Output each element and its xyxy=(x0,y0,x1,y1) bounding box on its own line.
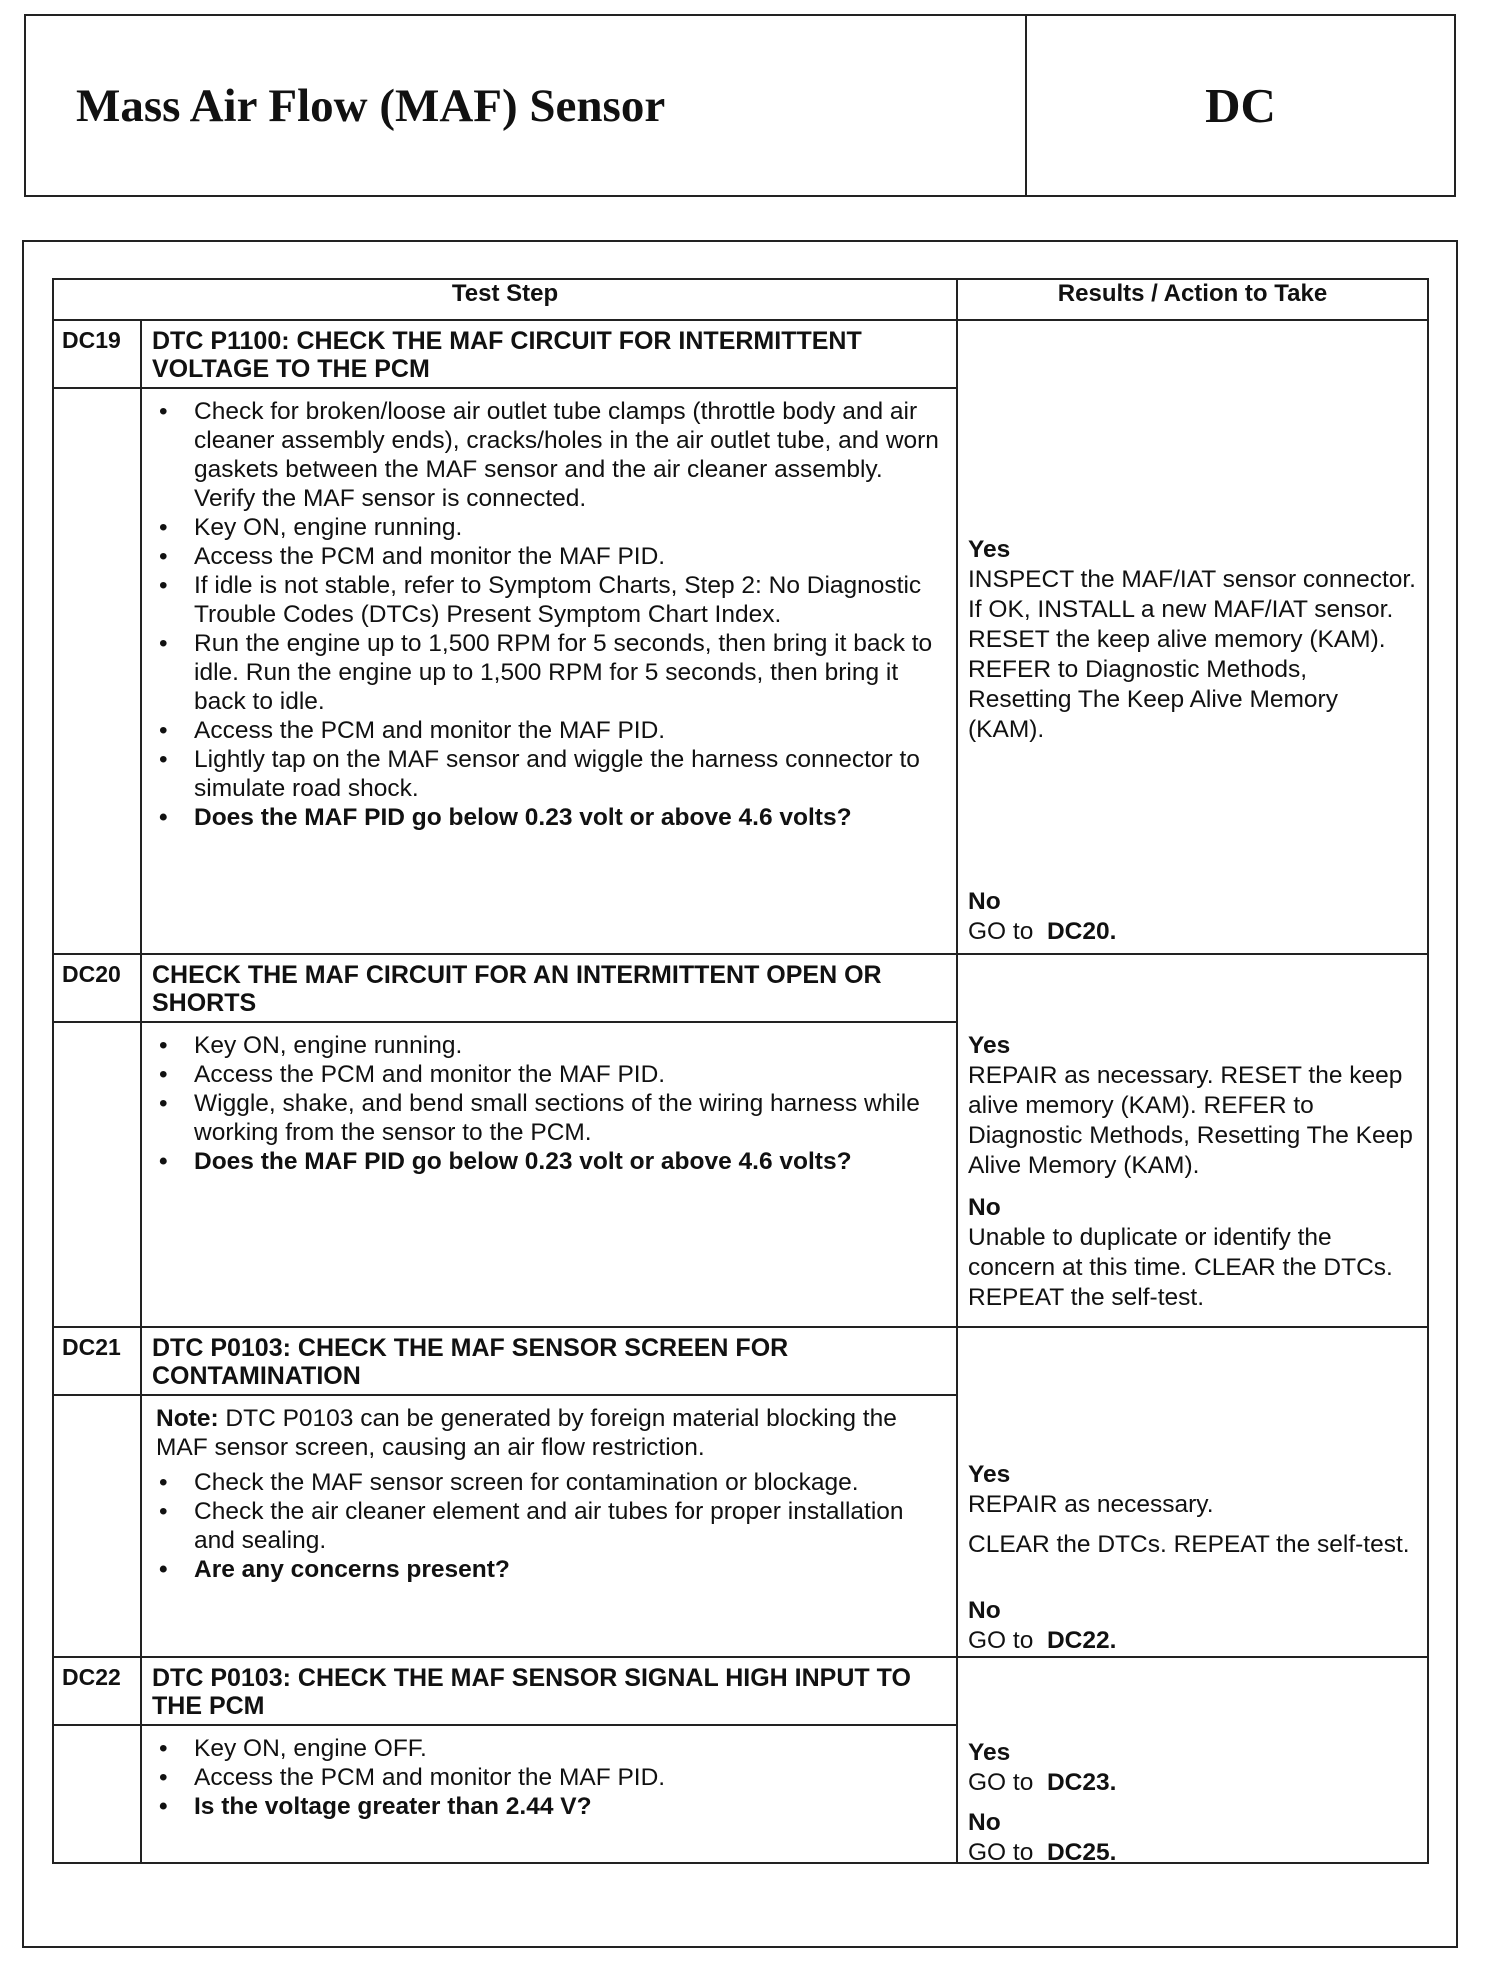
step-body xyxy=(141,1725,957,1863)
step-question: • Does the MAF PID go below 0.23 volt or above 4.6 volts? xyxy=(142,803,946,832)
bullet-item: • Run the engine up to 1,500 RPM for 5 seconds, then bring it back to idle. Run the engine up to 1,500 RPM for 5 seconds, then bring it back to idle. xyxy=(142,629,946,716)
step-id: DC21 xyxy=(53,1327,141,1395)
step-title: DTC P1100: CHECK THE MAF CIRCUIT FOR INTERMITTENT VOLTAGE TO THE PCM xyxy=(141,320,957,388)
go-to-step-link[interactable]: DC23. xyxy=(1046,1769,1117,1796)
page-header xyxy=(24,14,1456,197)
yes-action: INSPECT the MAF/IAT sensor connector. If OK, INSTALL a new MAF/IAT sensor. RESET the keep alive memory (KAM). REFER to Diagnostic Methods, Resetting The Keep Alive Memory (KAM). xyxy=(968,566,1416,743)
page-title: Mass Air Flow (MAF) Sensor xyxy=(26,16,1027,195)
column-header-results: Results / Action to Take xyxy=(957,279,1428,320)
no-label: No xyxy=(968,1809,1001,1836)
step-id: DC20 xyxy=(53,954,141,1022)
go-to-text: GO to xyxy=(968,1769,1034,1796)
step-result xyxy=(957,1327,1428,1657)
step-id: DC19 xyxy=(53,320,141,388)
no-label: No xyxy=(968,888,1001,915)
step-title-row xyxy=(53,1657,1428,1725)
yes-action-extra: CLEAR the DTCs. REPEAT the self-test. xyxy=(968,1531,1410,1558)
yes-action: REPAIR as necessary. RESET the keep alive memory (KAM). REFER to Diagnostic Methods, Resetting The Keep Alive Memory (KAM). xyxy=(968,1062,1413,1179)
step-result xyxy=(957,320,1428,954)
step-title-row xyxy=(53,1327,1428,1395)
bullet-item: • Check the air cleaner element and air tubes for proper installation and sealing. xyxy=(142,1497,946,1555)
step-body xyxy=(141,1395,957,1657)
step-title-row xyxy=(53,954,1428,1022)
bullet-item: • Key ON, engine running. xyxy=(142,1031,946,1060)
step-note xyxy=(142,1404,946,1462)
go-to-text: GO to xyxy=(968,1839,1034,1866)
step-question: • Are any concerns present? xyxy=(142,1555,946,1584)
step-body xyxy=(141,1022,957,1327)
bullet-item: • Access the PCM and monitor the MAF PID. xyxy=(142,542,946,571)
yes-label: Yes xyxy=(968,1032,1011,1059)
go-to-text: GO to xyxy=(968,1627,1034,1654)
go-to-step-link[interactable]: DC25. xyxy=(1046,1839,1117,1866)
bullet-item: • Access the PCM and monitor the MAF PID. xyxy=(142,1763,946,1792)
yes-label: Yes xyxy=(968,536,1011,563)
diagnostic-table xyxy=(52,278,1429,1864)
step-id: DC22 xyxy=(53,1657,141,1725)
step-title: CHECK THE MAF CIRCUIT FOR AN INTERMITTENT OPEN OR SHORTS xyxy=(141,954,957,1022)
column-header-test-step: Test Step xyxy=(53,279,957,320)
step-title: DTC P0103: CHECK THE MAF SENSOR SCREEN FOR CONTAMINATION xyxy=(141,1327,957,1395)
bullet-item: • Check for broken/loose air outlet tube clamps (throttle body and air cleaner assembly ends), cracks/holes in the air outlet tube, and worn gaskets between the MAF sensor and the air cleaner assembly. Verify the MAF sensor is connected. xyxy=(142,397,946,513)
bullet-item: • Access the PCM and monitor the MAF PID. xyxy=(142,716,946,745)
go-to-step-link[interactable]: DC22. xyxy=(1046,1627,1117,1654)
bullet-item: • Access the PCM and monitor the MAF PID. xyxy=(142,1060,946,1089)
step-result xyxy=(957,954,1428,1327)
section-code: DC xyxy=(1205,78,1276,133)
step-body xyxy=(141,388,957,954)
yes-action: REPAIR as necessary. xyxy=(968,1491,1214,1518)
yes-label: Yes xyxy=(968,1461,1011,1488)
go-to-text: GO to xyxy=(968,918,1034,945)
bullet-item: • Key ON, engine OFF. xyxy=(142,1734,946,1763)
note-text: DTC P0103 can be generated by foreign material blocking the MAF sensor screen, causing an air flow restriction. xyxy=(156,1405,897,1461)
bullet-item: • Lightly tap on the MAF sensor and wiggle the harness connector to simulate road shock. xyxy=(142,745,946,803)
step-question: • Does the MAF PID go below 0.23 volt or above 4.6 volts? xyxy=(142,1147,946,1176)
bullet-item: • Check the MAF sensor screen for contamination or blockage. xyxy=(142,1468,946,1497)
no-action: Unable to duplicate or identify the concern at this time. CLEAR the DTCs. REPEAT the self-test. xyxy=(968,1224,1393,1311)
go-to-step-link[interactable]: DC20. xyxy=(1046,918,1117,945)
no-label: No xyxy=(968,1597,1001,1624)
step-question: • Is the voltage greater than 2.44 V? xyxy=(142,1792,946,1821)
bullet-item: • Key ON, engine running. xyxy=(142,513,946,542)
step-result xyxy=(957,1657,1428,1866)
yes-label: Yes xyxy=(968,1739,1011,1766)
bullet-item: • If idle is not stable, refer to Symptom Charts, Step 2: No Diagnostic Trouble Codes (DTCs) Present Symptom Chart Index. xyxy=(142,571,946,629)
no-label: No xyxy=(968,1194,1001,1221)
bullet-item: • Wiggle, shake, and bend small sections of the wiring harness while working from the sensor to the PCM. xyxy=(142,1089,946,1147)
step-title: DTC P0103: CHECK THE MAF SENSOR SIGNAL HIGH INPUT TO THE PCM xyxy=(141,1657,957,1725)
step-title-row xyxy=(53,320,1428,388)
note-label: Note: xyxy=(156,1405,219,1432)
